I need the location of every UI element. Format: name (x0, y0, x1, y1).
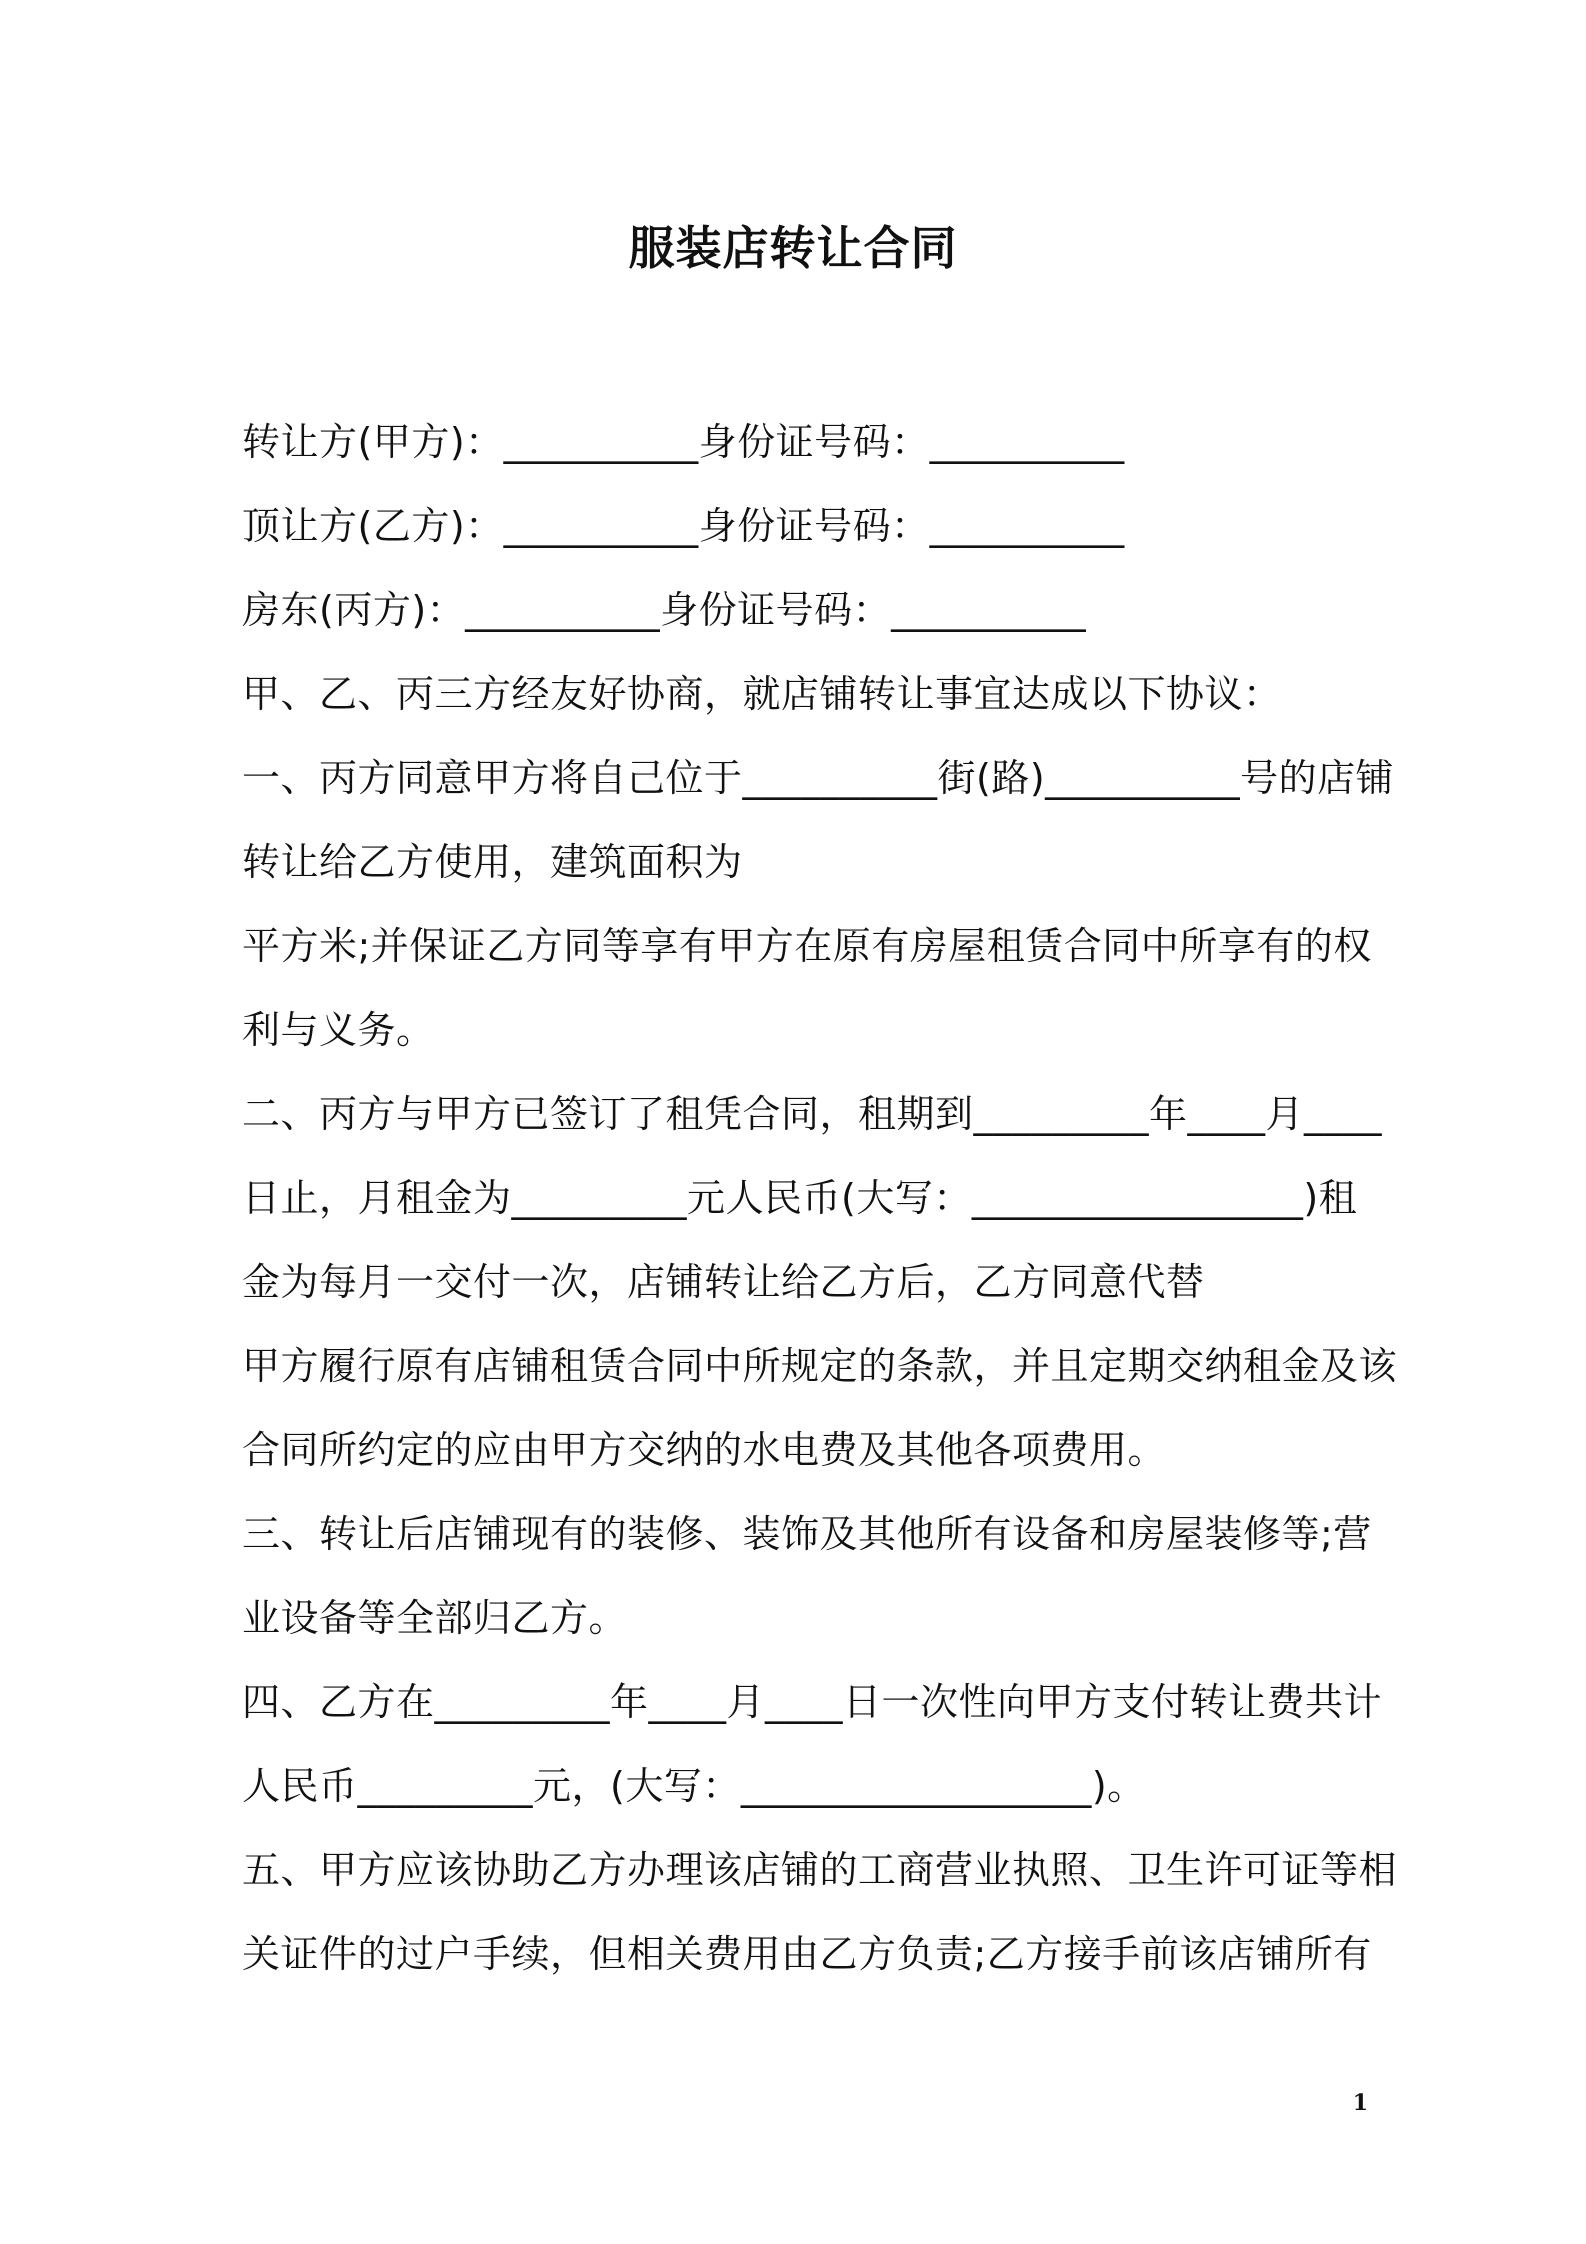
clause-2-line-4: 甲方履行原有店铺租赁合同中所规定的条款，并且定期交纳租金及该 (242, 1344, 1398, 1388)
party-b-line: 顶让方(乙方)：__________身份证号码：__________ (242, 504, 1125, 548)
clause-3-line-1: 三、转让后店铺现有的装修、装饰及其他所有设备和房屋装修等;营 (242, 1512, 1372, 1556)
document-body (242, 412, 1398, 2008)
clause-1-line-2: 转让给乙方使用，建筑面积为 (242, 840, 743, 884)
clause-2-line-5: 合同所约定的应由甲方交纳的水电费及其他各项费用。 (242, 1428, 1167, 1472)
party-a-line: 转让方(甲方)：__________身份证号码：__________ (242, 420, 1125, 464)
clause-1-line-1: 一、丙方同意甲方将自己位于__________街(路)__________号的店铺 (242, 756, 1395, 800)
clause-3-line-2: 业设备等全部归乙方。 (242, 1596, 628, 1640)
clause-2-line-2: 日止，月租金为_________元人民币(大写：_________________)租 (242, 1176, 1358, 1220)
clause-4-line-2: 人民币_________元，(大写：__________________)。 (242, 1764, 1146, 1808)
clause-2-line-1: 二、丙方与甲方已签订了租凭合同，租期到_________年____月____ (242, 1092, 1383, 1136)
agreement-intro: 甲、乙、丙三方经友好协商，就店铺转让事宜达成以下协议： (242, 672, 1282, 716)
clause-2-line-3: 金为每月一交付一次，店铺转让给乙方后，乙方同意代替 (242, 1260, 1205, 1304)
party-c-line: 房东(丙方)：__________身份证号码：__________ (242, 588, 1087, 632)
clause-4-line-1: 四、乙方在_________年____月____日一次性向甲方支付转让费共计 (242, 1680, 1383, 1724)
clause-5-line-2: 关证件的过户手续，但相关费用由乙方负责;乙方接手前该店铺所有 (242, 1932, 1372, 1976)
clause-5-line-1: 五、甲方应该协助乙方办理该店铺的工商营业执照、卫生许可证等相 (242, 1848, 1398, 1892)
clause-1-line-3: 平方米;并保证乙方同等享有甲方在原有房屋租赁合同中所享有的权 (242, 924, 1372, 968)
page-number: 1 (1352, 2090, 1368, 2116)
clause-1-line-4: 利与义务。 (242, 1008, 435, 1052)
document-title: 服装店转让合同 (628, 221, 958, 275)
